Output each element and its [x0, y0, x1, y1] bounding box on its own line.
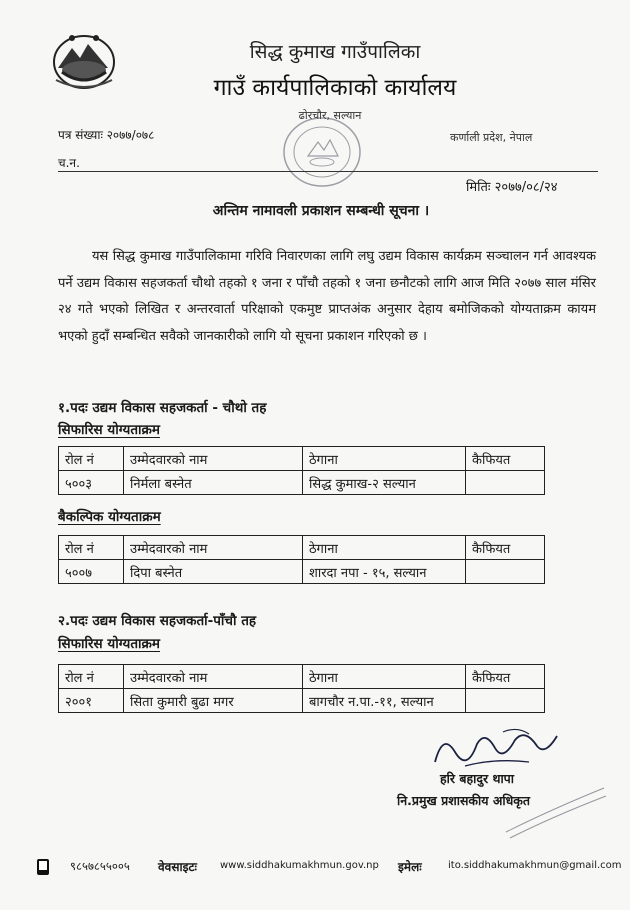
signer-title: नि.प्रमुख प्रशासकीय अधिकृत: [397, 793, 531, 808]
address-cell: सिद्ध कुमाख-२ सल्यान: [303, 471, 466, 495]
name-cell: सिता कुमारी बुढा मगर: [124, 689, 303, 713]
section2-recommended-table: [58, 664, 545, 713]
table-header-row: [59, 447, 545, 471]
municipality-name: सिद्ध कुमाख गाउँपालिका: [249, 41, 421, 63]
office-seal-icon: [278, 112, 366, 190]
name-cell: निर्मला बस्नेत: [124, 471, 303, 495]
section2-heading: २.पदः उद्यम विकास सहजकर्ता-पाँचौ तह: [58, 613, 257, 629]
table-row: [59, 689, 545, 713]
section1-recommended-label: सिफारिस योग्यताक्रम: [58, 422, 160, 438]
address-header: ठेगाना: [303, 665, 466, 689]
office-name: गाउँ कार्यपालिकाको कार्यालय: [213, 75, 457, 101]
roll-header: रोल नं: [59, 536, 124, 560]
address-header: ठेगाना: [303, 536, 466, 560]
remarks-cell: [466, 471, 545, 495]
address-header: ठेगाना: [303, 447, 466, 471]
name-header: उम्मेदवारको नाम: [124, 536, 303, 560]
handwritten-signature: [425, 722, 565, 770]
office-location: ढोरचौर, सल्यान: [298, 109, 362, 122]
name-cell: दिपा बस्नेत: [124, 560, 303, 584]
section1-alternate-table: [58, 535, 545, 584]
name-header: उम्मेदवारको नाम: [124, 665, 303, 689]
website-url: www.siddhakumakhmun.gov.np: [220, 860, 379, 871]
section1-recommended-table: [58, 446, 545, 495]
remarks-cell: [466, 689, 545, 713]
remarks-cell: [466, 560, 545, 584]
roll-cell: ५००३: [59, 471, 124, 495]
table-row: [59, 471, 545, 495]
roll-header: रोल नं: [59, 447, 124, 471]
notice-title: अन्तिम नामावली प्रकाशन सम्बन्धी सूचना ।: [212, 203, 430, 219]
roll-cell: २००१: [59, 689, 124, 713]
email-address: ito.siddhakumakhmun@gmail.com: [448, 860, 622, 871]
address-cell: बागचौर न.पा.-११, सल्यान: [303, 689, 466, 713]
notice-body: यस सिद्ध कुमाख गाउँपालिकामा गरिवि निवारणका लागि लघु उद्यम विकास कार्यक्रम सञ्चालन गर्न आवश्यक पर्ने उद्यम विकास सहजकर्ता चौथो तहको १ जना र पाँचौ तहको १ जना छनौटको लागि आज मिति २०७७ साल मंसिर २४ गते भएको लिखित र अन्तरवार्ता परिक्षाको एकमुष्ट प्राप्तअंक अनुसार देहाय बमोजिकको योग्यताक्रम कायम भएको हुदाँ सम्बन्धित सवैको जानकारीको लागि यो सूचना प्रकाशन गरिएको छ ।: [58, 249, 596, 344]
section2-recommended-label: सिफारिस योग्यताक्रम: [58, 636, 160, 652]
table-header-row: [59, 665, 545, 689]
dispatch-number: च.न.: [58, 156, 80, 170]
roll-header: रोल नं: [59, 665, 124, 689]
phone-number: ९८५७८५५००५: [70, 859, 130, 873]
remarks-header: कैफियत: [466, 536, 545, 560]
table-header-row: [59, 536, 545, 560]
email-label: इमेलः: [398, 860, 422, 874]
reference-number: पत्र संख्याः २०७७/०७८: [58, 128, 155, 142]
name-header: उम्मेदवारको नाम: [124, 447, 303, 471]
province-name: कर्णाली प्रदेश, नेपाल: [450, 131, 533, 144]
section1-heading: १.पदः उद्यम विकास सहजकर्ता - चौथो तह: [58, 400, 267, 416]
address-cell: शारदा नपा - १५, सल्यान: [303, 560, 466, 584]
remarks-header: कैफियत: [466, 447, 545, 471]
signature-stamp: [500, 780, 610, 840]
table-row: [59, 560, 545, 584]
remarks-header: कैफियत: [466, 665, 545, 689]
section1-alternate-label: बैकल्पिक योग्यताक्रम: [58, 509, 161, 525]
notice-date: मितिः २०७७/०८/२४: [466, 180, 558, 195]
website-label: वेवसाइटः: [158, 860, 197, 874]
roll-cell: ५००७: [59, 560, 124, 584]
signer-name: हरि बहादुर थापा: [440, 771, 515, 786]
header-divider: [58, 171, 598, 172]
footer: [30, 858, 622, 882]
phone-icon: [36, 858, 50, 876]
